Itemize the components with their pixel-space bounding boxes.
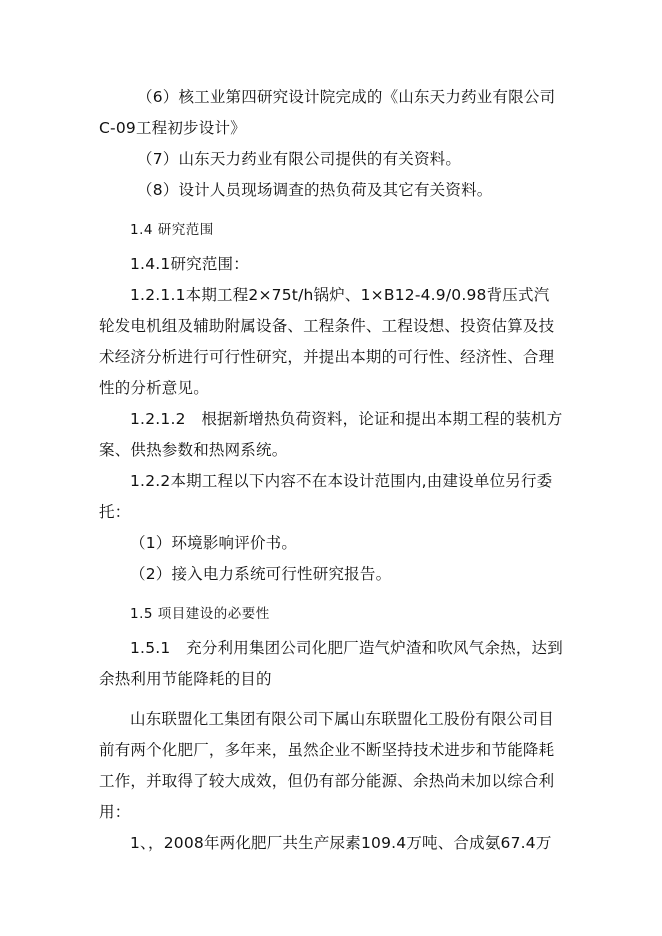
item-1-2-1-2-line-1: 1.2.1.2 根据新增热负荷资料，论证和提出本期工程的装机方 xyxy=(130,410,563,428)
point-1-line: 1、，2008年两化肥厂共生产尿素109.4万吨、合成氨67.4万 xyxy=(130,834,552,852)
excluded-item-2: （2）接入电力系统可行性研究报告。 xyxy=(130,565,392,583)
sub-heading-1-4-1: 1.4.1研究范围： xyxy=(130,255,249,273)
item-1-2-1-1-line-4: 性的分析意见。 xyxy=(99,379,209,397)
paragraph-line-2: 前有两个化肥厂，多年来，虽然企业不断坚持技术进步和节能降耗 xyxy=(99,741,555,759)
item-1-2-1-1-line-2: 轮发电机组及辅助附属设备、工程条件、工程设想、投资估算及技 xyxy=(99,317,555,335)
paragraph-line-4: 用： xyxy=(99,803,131,821)
item-1-2-1-2-line-2: 案、供热参数和热网系统。 xyxy=(99,441,288,459)
item-1-2-2-line-2: 托： xyxy=(99,503,131,521)
item-1-2-2-line-1: 1.2.2本期工程以下内容不在本设计范围内,由建设单位另行委 xyxy=(130,472,553,490)
reference-8: （8）设计人员现场调查的热负荷及其它有关资料。 xyxy=(137,181,493,199)
sub-heading-1-5-1-line-1: 1.5.1 充分利用集团公司化肥厂造气炉渣和吹风气余热，达到 xyxy=(130,639,563,657)
sub-heading-1-5-1-line-2: 余热利用节能降耗的目的 xyxy=(99,670,272,688)
section-heading-1-4: 1.4 研究范围 xyxy=(130,222,214,238)
reference-6-line-1: （6）核工业第四研究设计院完成的《山东天力药业有限公司 xyxy=(137,88,556,106)
section-heading-1-5: 1.5 项目建设的必要性 xyxy=(130,606,270,622)
reference-6-line-2: C-09工程初步设计》 xyxy=(99,119,246,137)
excluded-item-1: （1）环境影响评价书。 xyxy=(130,534,298,552)
item-1-2-1-1-line-3: 术经济分析进行可行性研究，并提出本期的可行性、经济性、合理 xyxy=(99,348,555,366)
paragraph-line-3: 工作，并取得了较大成效，但仍有部分能源、余热尚未加以综合利 xyxy=(99,772,555,790)
paragraph-line-1: 山东联盟化工集团有限公司下属山东联盟化工股份有限公司目 xyxy=(130,710,554,728)
reference-7: （7）山东天力药业有限公司提供的有关资料。 xyxy=(137,150,462,168)
item-1-2-1-1-line-1: 1.2.1.1本期工程2×75t/h锅炉、1×B12-4.9/0.98背压式汽 xyxy=(130,286,550,304)
